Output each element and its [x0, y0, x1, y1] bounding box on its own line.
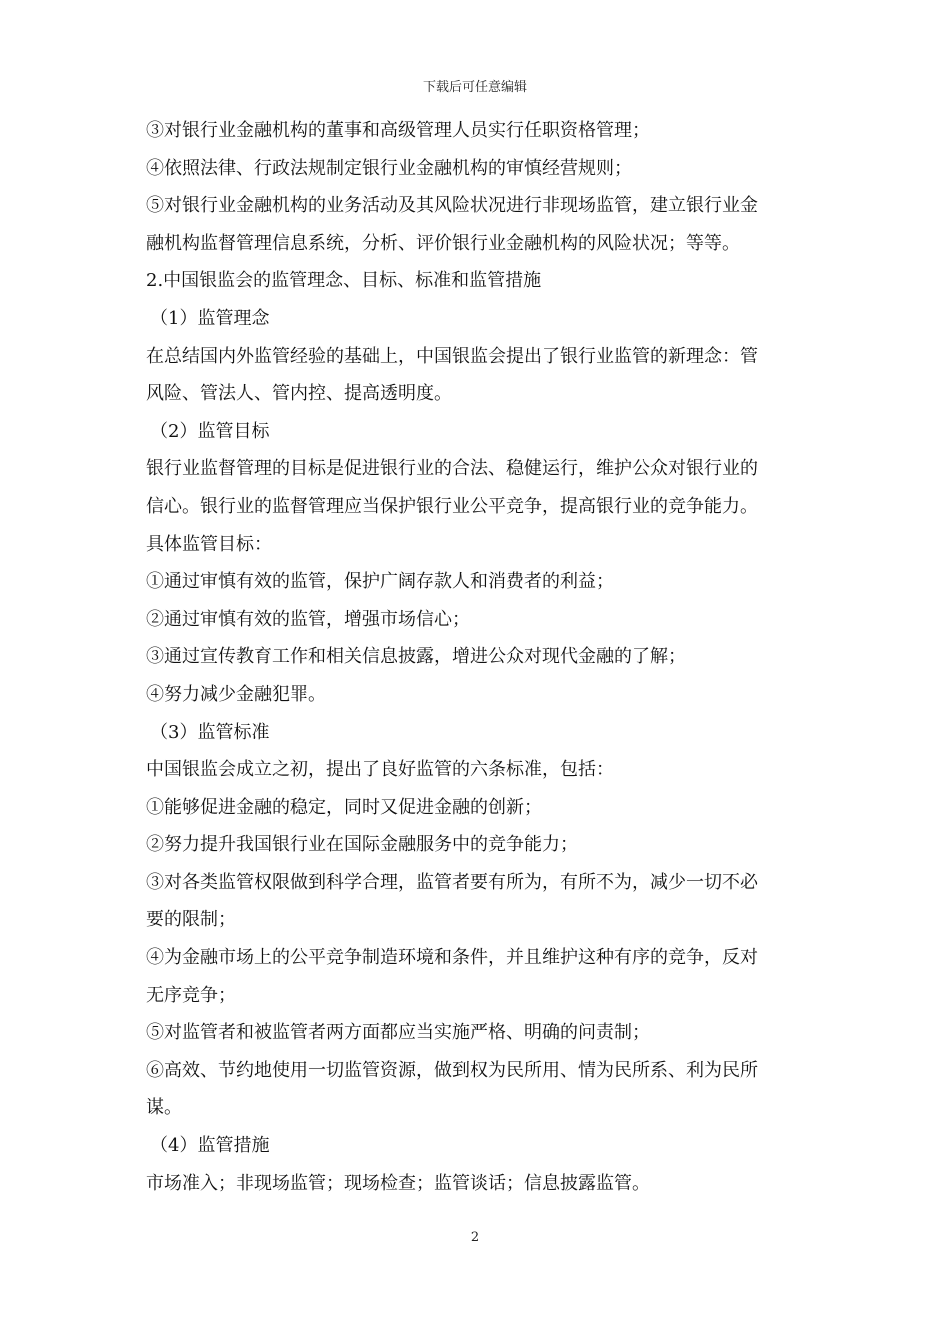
subsection-heading: （1）监管理念 — [150, 307, 270, 329]
subsection-heading: （3）监管标准 — [150, 721, 270, 743]
list-item: ④努力减少金融犯罪。 — [146, 683, 326, 705]
list-item: ①能够促进金融的稳定，同时又促进金融的创新； — [146, 796, 542, 818]
text-line: 风险、管法人、管内控、提高透明度。 — [146, 383, 452, 405]
list-item-continuation: 谋。 — [146, 1097, 182, 1119]
text-line: 银行业监督管理的目标是促进银行业的合法、稳健运行，维护公众对银行业的 — [146, 458, 758, 480]
list-item-continuation: 要的限制； — [146, 909, 236, 931]
text-line: 在总结国内外监管经验的基础上，中国银监会提出了银行业监管的新理念：管 — [146, 345, 758, 367]
page-header: 下载后可任意编辑 — [422, 80, 527, 95]
subsection-heading: （2）监管目标 — [150, 420, 270, 442]
list-item: ②通过审慎有效的监管，增强市场信心； — [146, 608, 470, 630]
text-line: ⑤对银行业金融机构的业务活动及其风险状况进行非现场监管，建立银行业金 — [146, 195, 758, 217]
text-line: 市场准入；非现场监管；现场检查；监管谈话；信息披露监管。 — [146, 1172, 650, 1194]
list-item: ①通过审慎有效的监管，保护广阔存款人和消费者的利益； — [146, 571, 614, 593]
list-item: ③对各类监管权限做到科学合理，监管者要有所为，有所不为，减少一切不必 — [146, 871, 758, 893]
text-line: 具体监管目标： — [146, 533, 272, 555]
text-line: ④依照法律、行政法规制定银行业金融机构的审慎经营规则； — [146, 157, 632, 179]
list-item: ⑥高效、节约地使用一切监管资源，做到权为民所用、情为民所系、利为民所 — [146, 1059, 758, 1081]
text-line: 中国银监会成立之初，提出了良好监管的六条标准，包括： — [146, 759, 614, 781]
page-number: 2 — [470, 1230, 480, 1245]
subsection-heading: （4）监管措施 — [150, 1135, 270, 1157]
list-item: ④为金融市场上的公平竞争制造环境和条件，并且维护这种有序的竞争，反对 — [146, 947, 758, 969]
text-line: 融机构监督管理信息系统，分析、评价银行业金融机构的风险状况；等等。 — [146, 232, 740, 254]
section-heading: 2.中国银监会的监管理念、目标、标准和监管措施 — [146, 270, 542, 292]
list-item-continuation: 无序竞争； — [146, 984, 236, 1006]
list-item: ③通过宣传教育工作和相关信息披露，增进公众对现代金融的了解； — [146, 646, 686, 668]
list-item: ②努力提升我国银行业在国际金融服务中的竞争能力； — [146, 834, 578, 856]
list-item: ⑤对监管者和被监管者两方面都应当实施严格、明确的问责制； — [146, 1022, 650, 1044]
text-line: 信心。银行业的监督管理应当保护银行业公平竞争，提高银行业的竞争能力。 — [146, 495, 758, 517]
document-body — [146, 112, 812, 1202]
text-line: ③对银行业金融机构的董事和高级管理人员实行任职资格管理； — [146, 120, 650, 141]
